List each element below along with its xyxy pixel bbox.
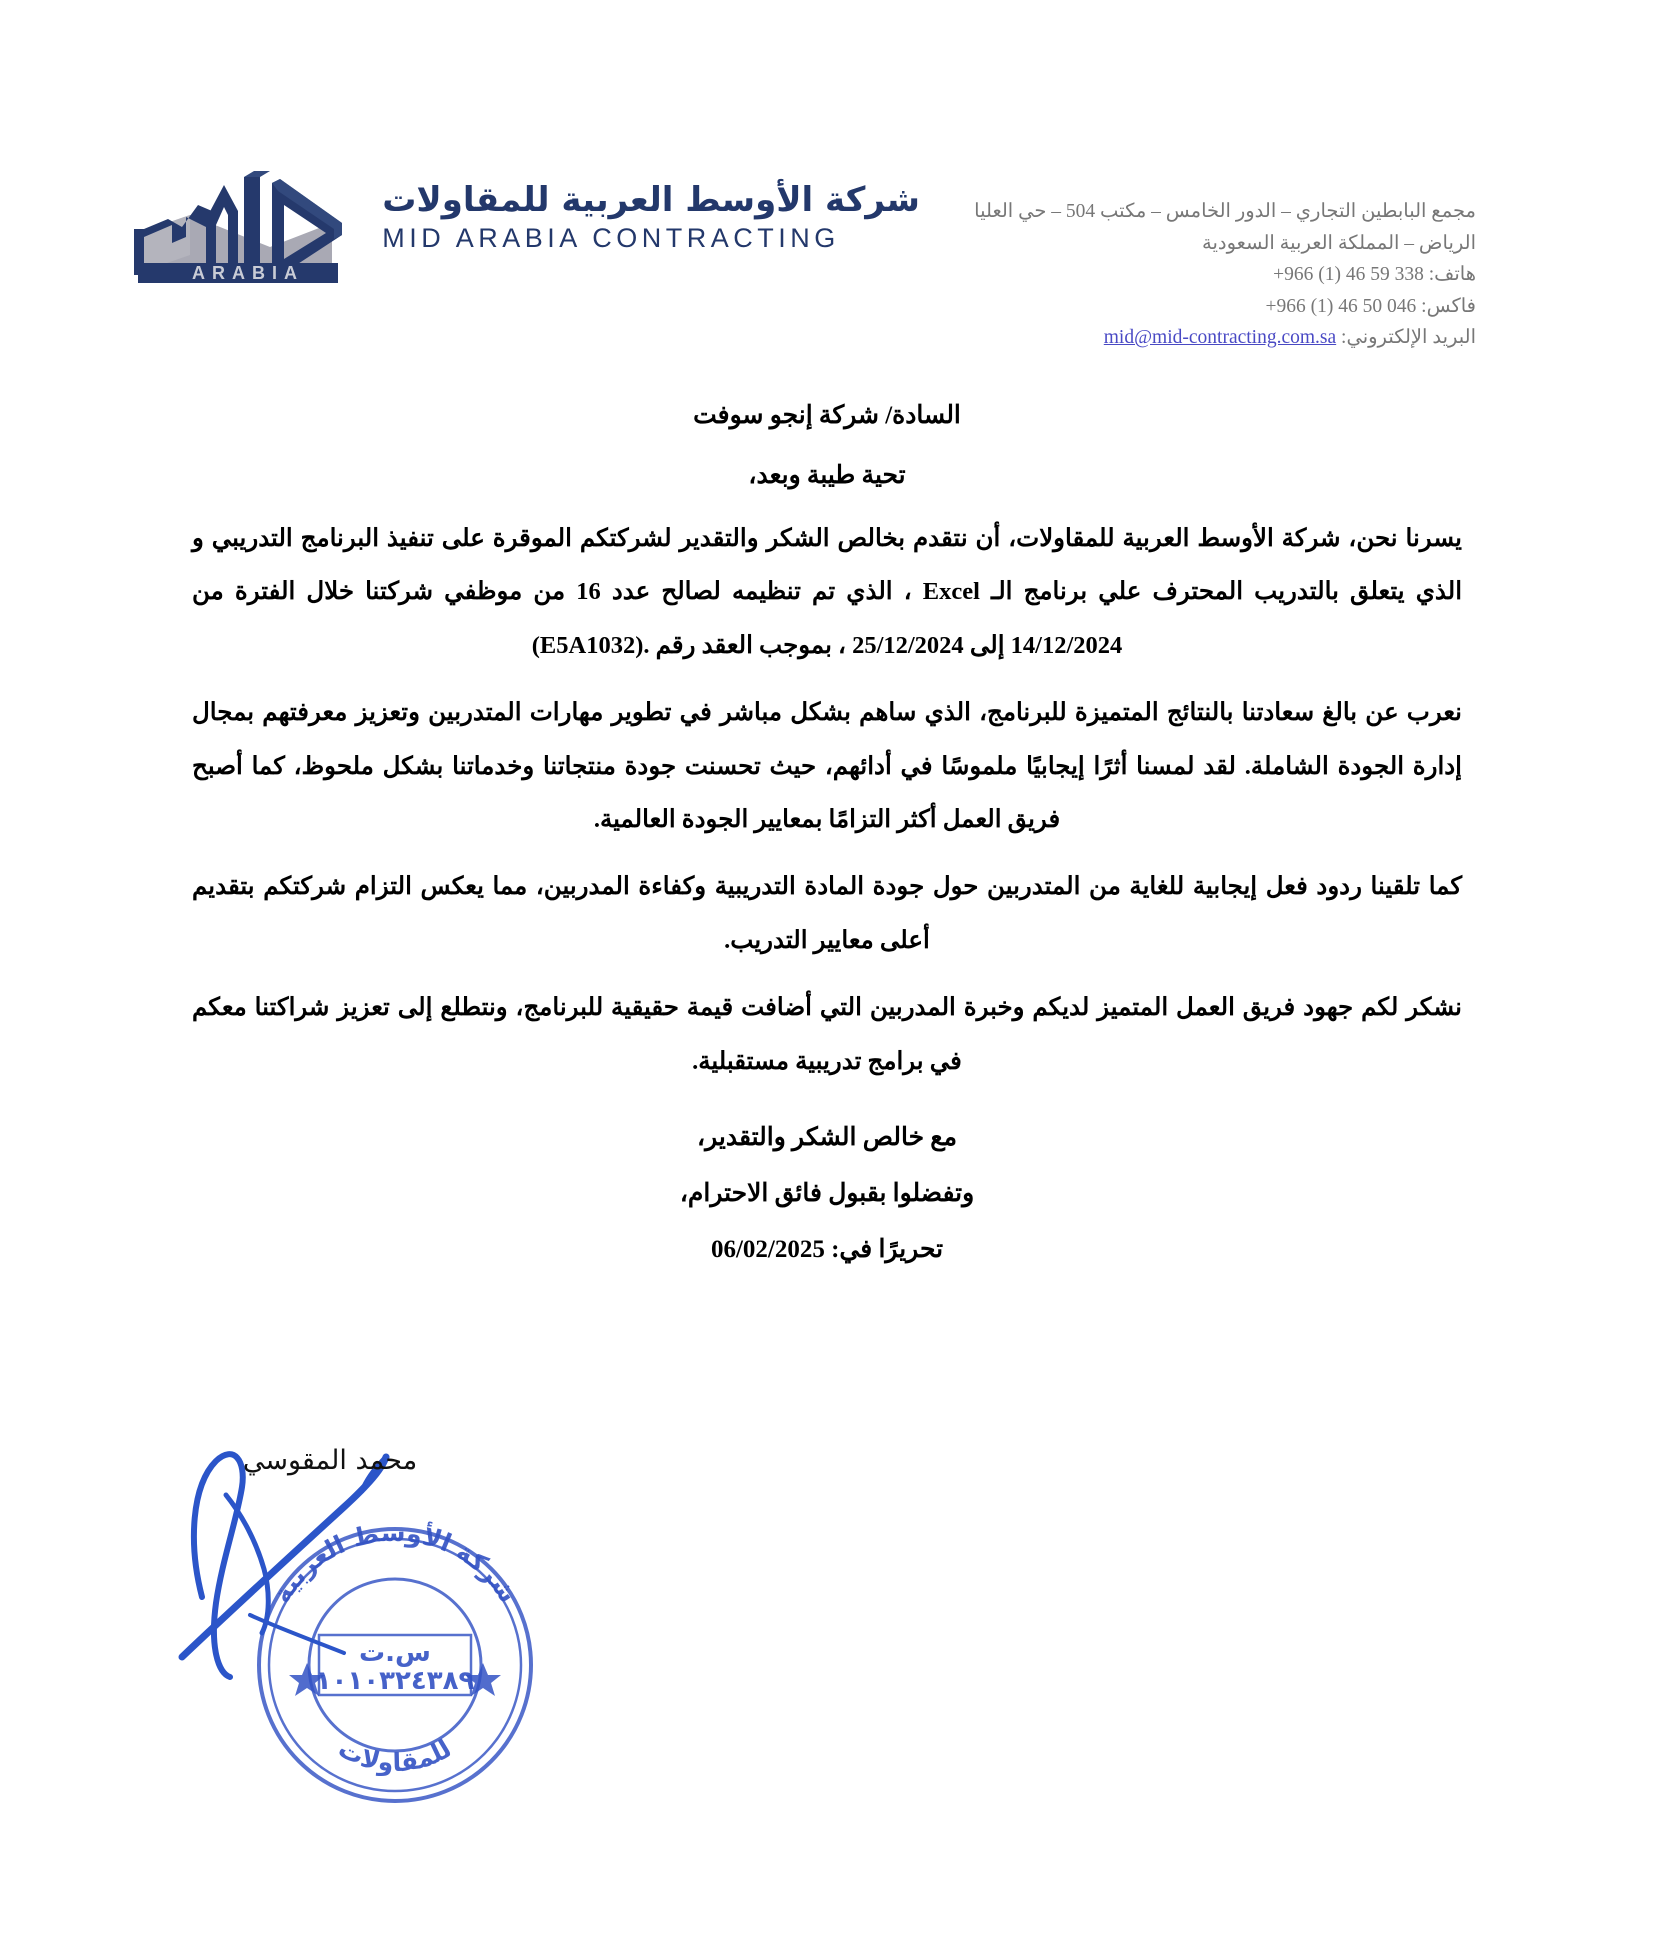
signatory-name: محمد المقوسي — [242, 1445, 418, 1476]
fax-label: فاكس: — [1421, 295, 1476, 317]
stamp-text-top: شركة الأوسط العربية — [266, 1517, 523, 1608]
phone-line — [974, 259, 1476, 291]
paragraph-4: نشكر لكم جهود فريق العمل المتميز لديكم وخبرة المدربين التي أضافت قيمة حقيقية للبرنامج، ونتطلع إلى تعزيز شراكتنا معكم في برامج تدريبية مستقبلية. — [192, 994, 1462, 1075]
company-name-english: MID ARABIA CONTRACTING — [382, 223, 840, 254]
address-line-1: مجمع البابطين التجاري – الدور الخامس – مكتب 504 – حي العليا — [974, 201, 1476, 222]
contact-details — [974, 196, 1476, 354]
company-name-group — [382, 180, 920, 256]
date-value: 06/02/2025 — [710, 1236, 825, 1264]
addressee-line: السادة/ شركة إنجو سوفت — [693, 402, 961, 429]
email-label: البريد الإلكتروني: — [1341, 327, 1476, 349]
paragraph-2: نعرب عن بالغ سعادتنا بالنتائج المتميزة للبرنامج، الذي ساهم بشكل مباشر في تطوير مهارات المتدربين وتعزيز معرفتهم بمجال إدارة الجودة الشاملة. لقد لمسنا أثرًا إيجابيًا ملموسًا في أدائهم، حيث تحسنت جودة منتجاتنا وخدماتنا بشكل ملحوظ، كما أصبح فريق العمل أكثر التزامًا بمعايير الجودة العالمية. — [192, 699, 1462, 834]
email-line — [974, 322, 1476, 354]
signature-ink-icon — [130, 1365, 550, 1700]
phone-label: هاتف: — [1428, 264, 1476, 286]
signature-area — [170, 1390, 620, 1870]
stamp-text-bottom: للمقاولات — [333, 1733, 457, 1778]
greeting-line: تحية طيبة وبعد، — [748, 462, 906, 489]
address-line-2: الرياض – المملكة العربية السعودية — [1202, 232, 1476, 254]
stamp-cr-label: س.ت — [359, 1638, 431, 1668]
letter-body — [192, 400, 1462, 1264]
mid-arabia-building-logo-icon — [120, 155, 360, 285]
logo-band-text: ARABIA — [192, 263, 305, 283]
fax-line — [974, 291, 1476, 323]
letter-date-line — [192, 1234, 1462, 1264]
paragraph-1: يسرنا نحن، شركة الأوسط العربية للمقاولات، أن نتقدم بخالص الشكر والتقدير لشركتكم الموقرة على تنفيذ البرنامج التدريبي و الذي يتعلق بالتدريب المحترف علي برنامج الـ Excel ، الذي تم تنظيمه لصالح عدد 16 من موظفي شركتنا خلال الفترة من 14/12/2024 إلى 25/12/2024 ، بموجب العقد رقم .(E5A1032) — [192, 525, 1463, 659]
company-name-arabic: شركة الأوسط العربية للمقاولات — [382, 180, 920, 221]
stamp-cr-number: ١٠١٠٣٢٤٣٨٩ — [315, 1666, 475, 1696]
fax-value: +966 (1) 46 50 046 — [1265, 295, 1417, 317]
svg-text:للمقاولات — [334, 1734, 456, 1779]
closing-line-2: وتفضلوا بقبول فائق الاحترام، — [679, 1180, 975, 1208]
closing-line-1: مع خالص الشكر والتقدير، — [697, 1124, 957, 1152]
phone-value: +966 (1) 46 59 338 — [1273, 264, 1424, 286]
company-logo-block — [150, 150, 920, 290]
letterhead — [0, 0, 1654, 370]
date-label: تحريرًا في: — [831, 1236, 944, 1264]
paragraph-3: كما تلقينا ردود فعل إيجابية للغاية من المتدربين حول جودة المادة التدريبية وكفاءة المدربين، مما يعكس التزام شركتكم بتقديم أعلى معايير التدريب. — [192, 873, 1462, 954]
email-link[interactable]: mid@mid-contracting.com.sa — [1103, 327, 1337, 349]
